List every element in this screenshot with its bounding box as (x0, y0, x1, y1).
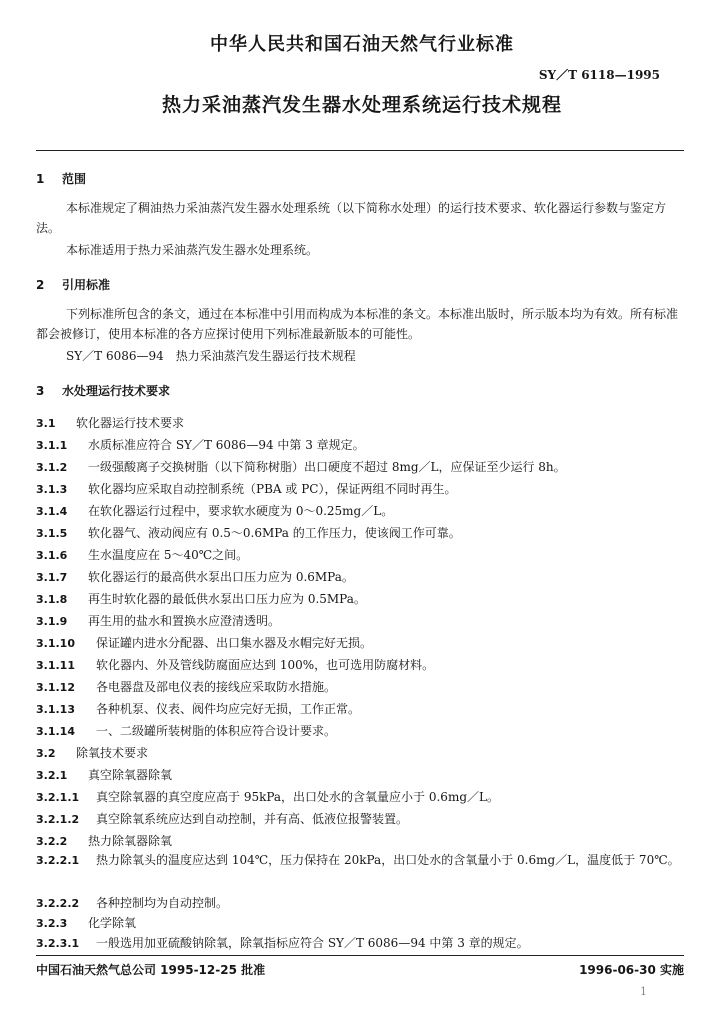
clause-text: 软化器运行技术要求 (76, 416, 185, 430)
clause-number: 3.2.1.1 (36, 791, 80, 804)
clause-text: 在软化器运行过程中，要求软水硬度为 0～0.25mg／L。 (88, 504, 394, 518)
section-number: 3 (36, 384, 45, 398)
clause-3-1-7 (36, 568, 354, 585)
clause-3-1-13 (36, 700, 360, 717)
clause-number: 3.1.1 (36, 439, 68, 452)
clause-3-1-14 (36, 722, 336, 739)
clause-text: 真空除氧器的真空度应高于 95kPa，出口处水的含氧量应小于 0.6mg／L。 (96, 790, 499, 804)
issuing-authority-title: 中华人民共和国石油天然气行业标准 (210, 34, 514, 55)
document-title: 热力采油蒸汽发生器水处理系统运行技术规程 (161, 94, 562, 116)
clause-text: 一级强酸离子交换树脂（以下简称树脂）出口硬度不超过 8mg／L，应保证至少运行 8h。 (88, 460, 566, 474)
clause-number: 3.1.5 (36, 527, 68, 540)
clause-number: 3.1.2 (36, 461, 68, 474)
page-number: 1 (640, 985, 647, 998)
clause-number: 3.2.1.2 (36, 813, 80, 826)
clause-number: 3.1.13 (36, 703, 75, 716)
clause-text: 一般选用加亚硫酸钠除氧，除氧指标应符合 SY／T 6086—94 中第 3 章的规定。 (96, 936, 529, 950)
clause-3-1-10 (36, 634, 372, 651)
clause-3-1-2 (36, 458, 566, 475)
clause-text: 生水温度应在 5～40℃之间。 (88, 548, 249, 562)
clause-3-1-12 (36, 678, 336, 695)
clause-3-2 (36, 744, 148, 761)
clause-number: 3.1.9 (36, 615, 68, 628)
section-title: 引用标准 (62, 278, 111, 292)
section-title: 范围 (62, 172, 87, 186)
normative-references-paragraph: 下列标准所包含的条文，通过在本标准中引用而构成为本标准的条文。本标准出版时，所示版本均为有效。所有标准都会被修订，使用本标准的各方应探讨使用下列标准最新版本的可能性。 (36, 307, 679, 341)
section-heading-2 (36, 276, 110, 293)
section-number: 1 (36, 172, 45, 186)
section-title: 水处理运行技术要求 (62, 384, 171, 398)
clause-number: 3.1.12 (36, 681, 75, 694)
clause-text: 软化器内、外及管线防腐面应达到 100%，也可选用防腐材料。 (96, 658, 435, 672)
clause-text: 化学除氧 (88, 916, 137, 930)
standard-code: SY／T 6118—1995 (538, 68, 660, 82)
clause-number: 3.1.10 (36, 637, 75, 650)
clause-text: 保证罐内进水分配器、出口集水器及水帽完好无损。 (96, 636, 373, 650)
footer-divider (36, 955, 684, 956)
clause-text: 水质标准应符合 SY／T 6086—94 中第 3 章规定。 (88, 438, 365, 452)
clause-number: 3.2.2.2 (36, 897, 80, 910)
clause-3-1-6 (36, 546, 248, 563)
scope-paragraph-1: 本标准规定了稠油热力采油蒸汽发生器水处理系统（以下简称水处理）的运行技术要求、软化器运行参数与鉴定方法。 (36, 201, 667, 235)
clause-text: 软化器气、液动阀应有 0.5～0.6MPa 的工作压力，使该阀工作可靠。 (88, 526, 461, 540)
clause-text: 热力除氧器除氧 (88, 834, 173, 848)
clause-3-2-1-1 (36, 788, 499, 805)
clause-text: 再生用的盐水和置换水应澄清透明。 (88, 614, 281, 628)
clause-3-2-2 (36, 832, 172, 849)
effective-date: 1996-06-30 实施 (579, 963, 684, 977)
clause-text: 各种机泵、仪表、阀件均应完好无损，工作正常。 (96, 702, 361, 716)
clause-number: 3.2.3 (36, 917, 68, 930)
clause-number: 3.1.8 (36, 593, 68, 606)
section-number: 2 (36, 278, 45, 292)
header-divider (36, 150, 684, 151)
clause-number: 3.2.2.1 (36, 854, 80, 867)
clause-number: 3.1.4 (36, 505, 68, 518)
clause-3-1-5 (36, 524, 461, 541)
clause-text: 再生时软化器的最低供水泵出口压力应为 0.5MPa。 (88, 592, 366, 606)
clause-text: 各种控制均为自动控制。 (96, 896, 229, 910)
clause-3-1-4 (36, 502, 393, 519)
clause-3-2-1-2 (36, 810, 408, 827)
clause-number: 3.1.6 (36, 549, 68, 562)
section-heading-1 (36, 170, 86, 187)
clause-text: 除氧技术要求 (76, 746, 149, 760)
clause-number: 3.2.2 (36, 835, 68, 848)
clause-number: 3.1.7 (36, 571, 68, 584)
clause-text: 真空除氧器除氧 (88, 768, 173, 782)
section-heading-3 (36, 382, 170, 399)
clause-number: 3.2.3.1 (36, 937, 80, 950)
clause-3-1-8 (36, 590, 366, 607)
clause-text: 软化器运行的最高供水泵出口压力应为 0.6MPa。 (88, 570, 354, 584)
clause-text: 软化器均应采取自动控制系统（PBA 或 PC），保证两组不同时再生。 (88, 482, 457, 496)
clause-3-1-9 (36, 612, 280, 629)
clause-number: 3.1.11 (36, 659, 75, 672)
clause-3-2-3-1 (36, 934, 529, 951)
clause-3-2-3 (36, 914, 136, 931)
clause-text: 热力除氧头的温度应达到 104℃，压力保持在 20kPa，出口处水的含氧量小于 0.6mg／L，温度低于 70℃。 (96, 853, 680, 867)
clause-text: 各电器盘及部电仪表的接线应采取防水措施。 (96, 680, 337, 694)
clause-number: 3.1 (36, 417, 56, 430)
referenced-standard: SY／T 6086—94 热力采油蒸汽发生器运行技术规程 (66, 349, 356, 363)
clause-number: 3.2 (36, 747, 56, 760)
clause-3-1 (36, 414, 184, 431)
clause-3-2-2-2 (36, 894, 228, 911)
clause-number: 3.1.3 (36, 483, 68, 496)
clause-3-1-11 (36, 656, 434, 673)
scope-paragraph-2: 本标准适用于热力采油蒸汽发生器水处理系统。 (66, 243, 319, 257)
clause-number: 3.2.1 (36, 769, 68, 782)
clause-text: 真空除氧系统应达到自动控制，并有高、低液位报警装置。 (96, 812, 409, 826)
clause-number: 3.1.14 (36, 725, 75, 738)
clause-3-1-1 (36, 436, 365, 453)
approval-statement: 中国石油天然气总公司 1995-12-25 批准 (36, 963, 266, 977)
clause-3-1-3 (36, 480, 456, 497)
clause-3-2-1 (36, 766, 172, 783)
clause-3-2-2-1 (36, 850, 684, 871)
clause-text: 一、二级罐所装树脂的体积应符合设计要求。 (96, 724, 337, 738)
